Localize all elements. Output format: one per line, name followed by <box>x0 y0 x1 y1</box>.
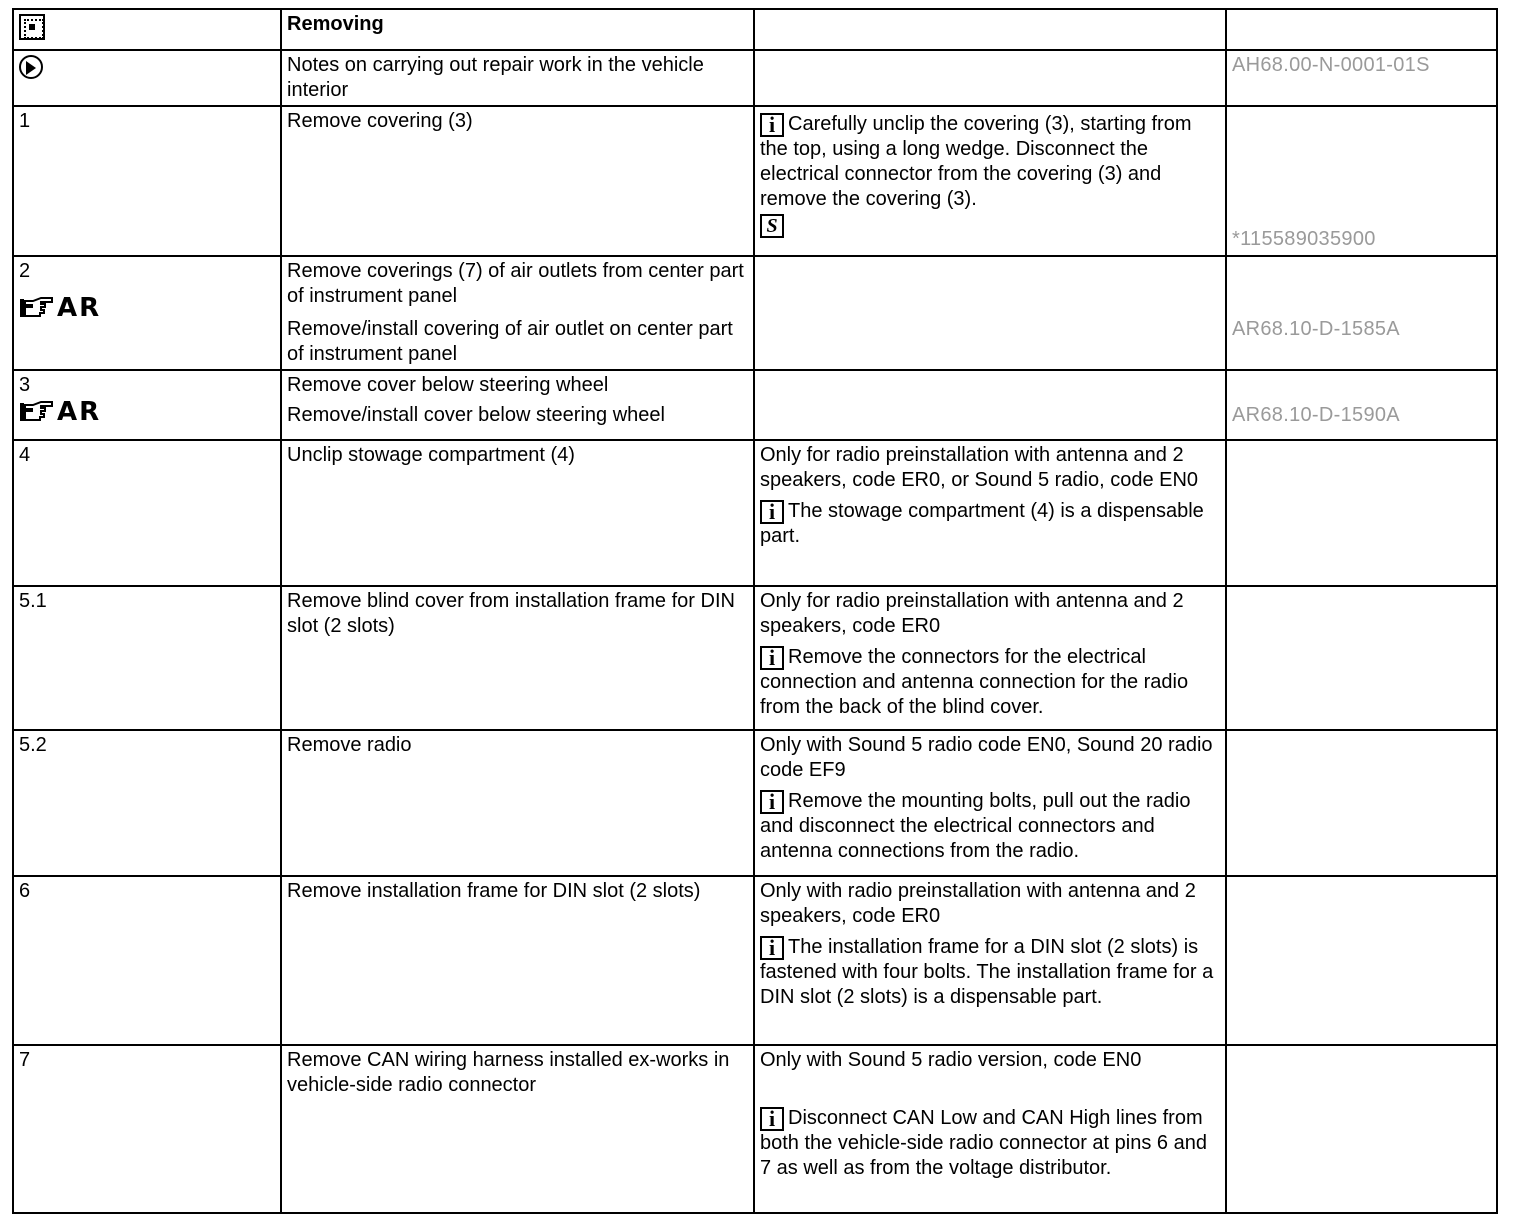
info-icon: i <box>760 500 784 524</box>
note-text: Carefully unclip the covering (3), starting from the top, using a long wedge. Disconnect the electrical connector from the covering (3) and remove the covering (3). <box>760 113 1192 210</box>
action-cell: Remove radio <box>281 730 754 876</box>
ar-label: AR <box>57 397 102 427</box>
note-cell <box>754 440 1226 586</box>
reference-cell <box>1226 730 1497 876</box>
special-tool-icon: S <box>760 214 784 238</box>
reference-cell <box>1226 1045 1497 1213</box>
condition-text: Only with radio preinstallation with antenna and 2 speakers, code ER0 <box>760 880 1196 927</box>
info-icon: i <box>760 1107 784 1131</box>
table-header-row <box>13 9 1497 50</box>
note-cell <box>754 370 1226 440</box>
reference-cell <box>1226 586 1497 730</box>
condition-text: Only for radio preinstallation with antenna and 2 speakers, code ER0 <box>760 590 1184 637</box>
table-row <box>13 256 1497 370</box>
reference-cell <box>1226 106 1497 256</box>
step-number: 2 <box>19 260 31 282</box>
note-cell <box>754 876 1226 1045</box>
repair-procedure-table <box>12 8 1498 1214</box>
table-row <box>13 440 1497 586</box>
action-text: Remove coverings (7) of air outlets from center part of instrument panel <box>287 260 744 307</box>
table-row <box>13 370 1497 440</box>
reference-cell <box>1226 370 1497 440</box>
pointing-hand-icon <box>19 296 53 320</box>
note-text: The installation frame for a DIN slot (2 slots) is fastened with four bolts. The installation frame for a DIN slot (2 slots) is a dispensable part. <box>760 936 1214 1008</box>
expand-icon[interactable] <box>19 14 45 40</box>
condition-text: Only for radio preinstallation with antenna and 2 speakers, code ER0, or Sound 5 radio, code EN0 <box>760 444 1199 491</box>
header-icon-cell <box>13 9 281 50</box>
action-cell: Remove covering (3) <box>281 106 754 256</box>
note-cell <box>754 1045 1226 1213</box>
info-icon: i <box>760 646 784 670</box>
table-row <box>13 1045 1497 1213</box>
note-cell <box>754 50 1226 106</box>
header-empty-cell <box>1226 9 1497 50</box>
action-cell: Notes on carrying out repair work in the vehicle interior <box>281 50 754 106</box>
ar-mark <box>19 398 275 426</box>
reference-cell <box>1226 440 1497 586</box>
note-text: Remove the mounting bolts, pull out the radio and disconnect the electrical connectors and antenna connections from the radio. <box>760 790 1191 862</box>
action-cell <box>281 256 754 370</box>
reference-link[interactable]: AH68.00-N-0001-01S <box>1226 50 1497 106</box>
ar-mark <box>19 294 275 322</box>
condition-text: Only with Sound 5 radio code EN0, Sound 20 radio code EF9 <box>760 734 1213 781</box>
reference-cell <box>1226 256 1497 370</box>
step-number: 4 <box>13 440 281 586</box>
action-cell: Unclip stowage compartment (4) <box>281 440 754 586</box>
note-cell <box>754 106 1226 256</box>
info-icon: i <box>760 790 784 814</box>
header-empty-cell <box>754 9 1226 50</box>
step-number: 6 <box>13 876 281 1045</box>
condition-text: Only with Sound 5 radio version, code EN0 <box>760 1049 1142 1071</box>
sub-action-text: Remove/install covering of air outlet on center part of instrument panel <box>287 318 733 365</box>
info-icon: i <box>760 936 784 960</box>
ar-label: AR <box>57 293 102 323</box>
reference-link[interactable]: AR68.10-D-1590A <box>1232 404 1400 426</box>
table-row <box>13 586 1497 730</box>
step-number: 7 <box>13 1045 281 1213</box>
step-number: 1 <box>13 106 281 256</box>
step-number: 5.2 <box>13 730 281 876</box>
action-cell: Remove blind cover from installation frame for DIN slot (2 slots) <box>281 586 754 730</box>
note-text: Disconnect CAN Low and CAN High lines from both the vehicle-side radio connector at pins 6 and 7 as well as from the voltage distributor. <box>760 1107 1207 1179</box>
reference-link[interactable]: *115589035900 <box>1232 228 1376 250</box>
table-row <box>13 50 1497 106</box>
step-number: 5.1 <box>13 586 281 730</box>
table-row <box>13 876 1497 1045</box>
info-icon: i <box>760 113 784 137</box>
note-text: The stowage compartment (4) is a dispensable part. <box>760 500 1204 547</box>
note-icon <box>19 55 43 79</box>
step-cell <box>13 370 281 440</box>
note-cell <box>754 256 1226 370</box>
step-cell <box>13 256 281 370</box>
step-number: 3 <box>19 374 31 396</box>
note-cell <box>754 730 1226 876</box>
pointing-hand-icon <box>19 400 53 424</box>
action-cell <box>281 370 754 440</box>
sub-action-text: Remove/install cover below steering wheel <box>287 404 665 426</box>
note-text: Remove the connectors for the electrical connection and antenna connection for the radio from the back of the blind cover. <box>760 646 1189 718</box>
step-cell <box>13 50 281 106</box>
action-cell: Remove installation frame for DIN slot (2 slots) <box>281 876 754 1045</box>
reference-link[interactable]: AR68.10-D-1585A <box>1232 318 1400 340</box>
action-text: Remove cover below steering wheel <box>287 374 609 396</box>
reference-cell <box>1226 876 1497 1045</box>
table-row <box>13 730 1497 876</box>
note-cell <box>754 586 1226 730</box>
header-title: Removing <box>281 9 754 50</box>
action-cell: Remove CAN wiring harness installed ex-works in vehicle-side radio connector <box>281 1045 754 1213</box>
table-row <box>13 106 1497 256</box>
